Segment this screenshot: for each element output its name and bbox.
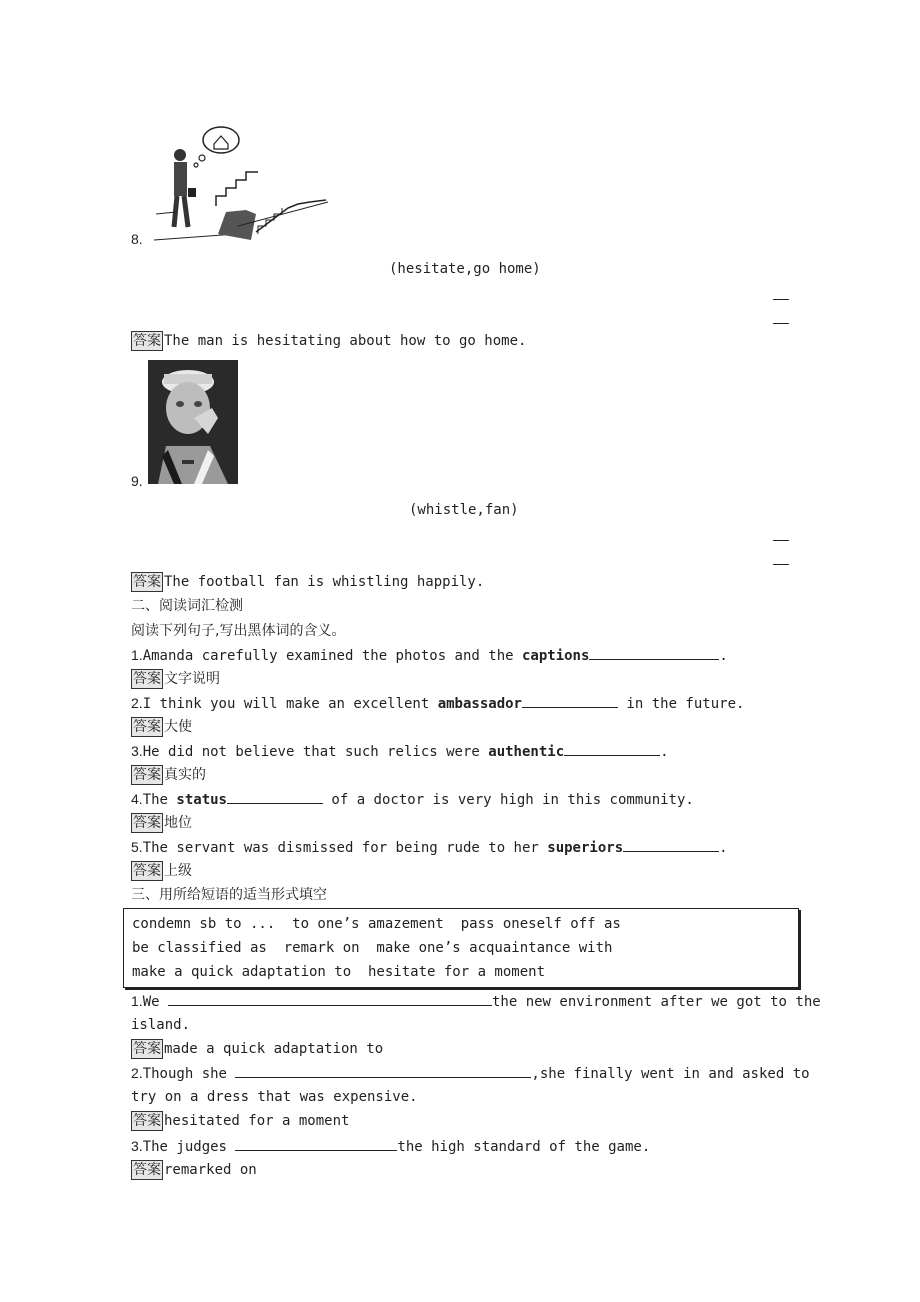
fill-question-2: 2.Though she ,she finally went in and asked to [131, 1065, 810, 1082]
answer-blank [623, 837, 719, 852]
hesitating-man-illustration [146, 122, 332, 248]
answer-line [773, 540, 789, 541]
bold-word: ambassador [437, 696, 522, 712]
answer-badge: 答案 [133, 1113, 161, 1129]
answer-text: The football fan is whistling happily. [164, 574, 485, 590]
answer-line [773, 323, 789, 324]
answer-badge: 答案 [133, 333, 161, 349]
answer-blank [235, 1063, 531, 1078]
question-8-answer [131, 330, 526, 352]
answer-blank [589, 645, 719, 660]
answer-badge: 答案 [133, 719, 161, 735]
question-9-hint: (whistle,fan) [409, 502, 519, 518]
answer-line [773, 299, 789, 300]
answer-badge: 答案 [133, 767, 161, 783]
question-9-answer [131, 571, 484, 593]
answer-text: 大使 [164, 719, 192, 735]
vocab-answer-5 [131, 860, 192, 882]
fill-question-3: 3.The judges the high standard of the game. [131, 1138, 651, 1155]
fill-answer-1 [131, 1038, 383, 1060]
question-9-number: 9. [131, 473, 143, 489]
vocab-question-3: 3.He did not believe that such relics were authentic . [131, 743, 669, 760]
answer-text: remarked on [164, 1162, 257, 1178]
bold-word: superiors [547, 840, 624, 856]
question-8-number: 8. [131, 231, 143, 247]
answer-badge: 答案 [133, 815, 161, 831]
fill-answer-3 [131, 1159, 257, 1181]
answer-text: 文字说明 [164, 671, 220, 687]
vocab-answer-4 [131, 812, 192, 834]
phrase-box [123, 908, 799, 988]
fill-answer-2 [131, 1110, 349, 1132]
answer-text: hesitated for a moment [164, 1113, 350, 1129]
vocab-question-4: 4.The status of a doctor is very high in this community. [131, 791, 694, 808]
question-8-hint: (hesitate,go home) [389, 261, 541, 277]
answer-text: 地位 [164, 815, 192, 831]
phrase-line: make a quick adaptation to hesitate for a moment [132, 964, 546, 980]
answer-blank [235, 1136, 397, 1151]
answer-text: made a quick adaptation to [164, 1041, 384, 1057]
answer-line [773, 564, 789, 565]
section-2-instruction: 阅读下列句子,写出黑体词的含义。 [131, 623, 346, 639]
answer-blank [564, 741, 660, 756]
bold-word: status [176, 792, 227, 808]
bold-word: captions [521, 648, 590, 664]
football-fan-photo [148, 360, 238, 484]
answer-badge: 答案 [133, 574, 161, 590]
phrase-line: condemn sb to ... to one’s amazement pass oneself off as [132, 916, 621, 932]
vocab-question-2: 2.I think you will make an excellent ambassador in the future. [131, 695, 745, 712]
vocab-answer-1 [131, 668, 220, 690]
fill-question-1-line2: island. [131, 1017, 191, 1033]
vocab-answer-2 [131, 716, 192, 738]
vocab-answer-3 [131, 764, 206, 786]
answer-badge: 答案 [133, 1162, 161, 1178]
answer-text: 真实的 [164, 767, 206, 783]
answer-badge: 答案 [133, 863, 161, 879]
answer-blank [227, 789, 323, 804]
answer-text: 上级 [164, 863, 192, 879]
vocab-question-5: 5.The servant was dismissed for being rude to her superiors . [131, 839, 728, 856]
answer-badge: 答案 [133, 1041, 161, 1057]
answer-blank [168, 991, 492, 1006]
fill-question-1: 1.We the new environment after we got to the [131, 993, 821, 1010]
section-3-title: 三、用所给短语的适当形式填空 [131, 887, 327, 903]
bold-word: authentic [488, 744, 565, 760]
fill-question-2-line2: try on a dress that was expensive. [131, 1089, 418, 1105]
answer-badge: 答案 [133, 671, 161, 687]
vocab-question-1: 1.Amanda carefully examined the photos and the captions . [131, 647, 728, 664]
answer-text: The man is hesitating about how to go home. [164, 333, 527, 349]
answer-blank [522, 693, 618, 708]
section-2-title: 二、阅读词汇检测 [131, 598, 243, 614]
phrase-line: be classified as remark on make one’s acquaintance with [132, 940, 613, 956]
